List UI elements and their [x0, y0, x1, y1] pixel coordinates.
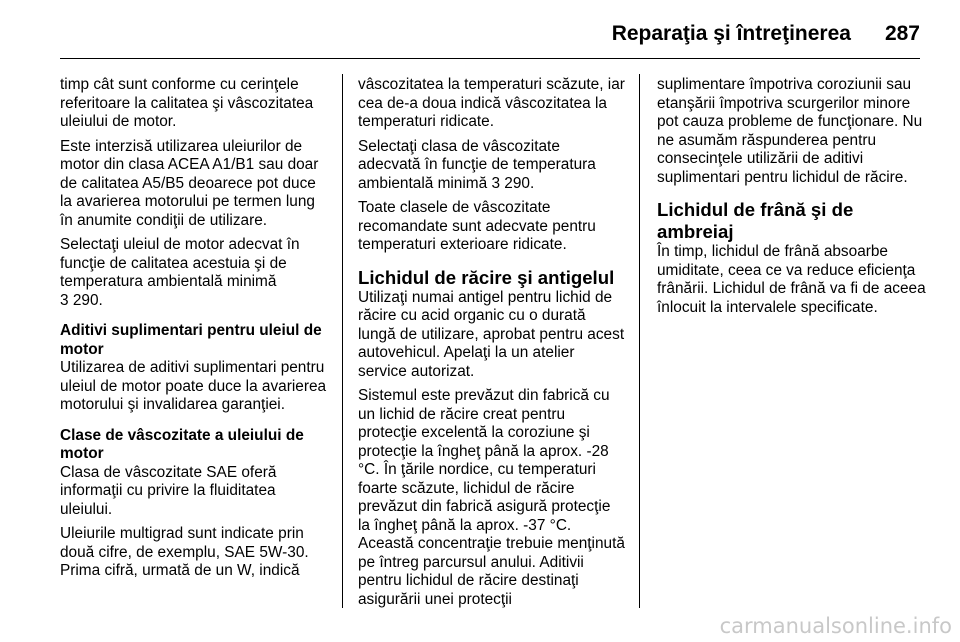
header-divider: [60, 58, 920, 59]
paragraph: Clasa de vâscozitate SAE oferă informaţii cu privire la fluiditatea uleiului.: [60, 463, 277, 518]
paragraph: Utilizarea de aditivi suplimentari pentru uleiul de motor poate duce la avarierea motorului şi invalidarea garanţiei.: [60, 359, 327, 413]
paragraph: Utilizaţi numai antigel pentru lichid de răcire cu acid organic cu o durată lungă de utilizare, aprobat pentru acest autovehicul. Apelaţi la un atelier service autorizat.: [358, 288, 625, 380]
column-2: [358, 76, 626, 615]
page-reference: 3 290.: [60, 291, 103, 309]
paragraph: vâscozitatea la temperaturi scăzute, iar cea de-a doua indică vâscozitatea la temperaturi ridicate.: [358, 76, 625, 130]
column-divider: [342, 74, 343, 608]
paragraph: timp cât sunt conforme cu cerinţele referitoare la calitatea şi vâscozitatea uleiului de motor.: [60, 76, 314, 130]
paragraph: Este interzisă utilizarea uleiurilor de motor din clasa ACEA A1/B1 sau doar de calitatea A5/B5 deoarece pot duce la avarierea motorului pe termen lung în anumite condiţii de utilizare.: [60, 137, 319, 229]
subheading-additives: Aditivi suplimentari pentru uleiul de motor: [60, 322, 322, 358]
paragraph-text: Selectaţi uleiul de motor adecvat în funcţie de calitatea acestuia şi de temperatura ambientală minimă: [60, 236, 300, 290]
heading-coolant: Lichidul de răcire şi antigelul: [358, 266, 615, 288]
subheading-viscosity: Clase de vâscozitate a uleiului de motor: [60, 426, 304, 462]
paragraph: Selectaţi clasa de vâscozitate adecvată în funcţie de temperatura ambientală minimă 3 290.: [358, 137, 596, 192]
paragraph: Uleiurile multigrad sunt indicate prin două cifre, de exemplu, SAE 5W-30. Prima cifră, urmată de un W, indică: [60, 525, 309, 579]
column-divider: [639, 74, 640, 608]
paragraph: Sistemul este prevăzut din fabrică cu un lichid de răcire creat pentru protecţie excelentă la coroziune şi protecţie la îngheţ până la aprox. -28 °C. În ţările nordice, cu temperaturi foarte scăzute, lichidul de răcire prevăzut din fabrică asigură protecţie la îngheţ până la aprox. -37 °C. Această concentraţie trebuie menţinută pe întreg parcursul anului. Aditivii pentru lichidul de răcire destinaţi asigurării unei protecţii: [358, 387, 625, 608]
paragraph: Toate clasele de vâscozitate recomandate sunt adecvate pentru temperaturi exterioare ridicate.: [358, 199, 596, 253]
column-3: [657, 76, 927, 323]
watermark: carmanualsonline.info: [719, 614, 952, 638]
paragraph: În timp, lichidul de frână absoarbe umiditate, ceea ce va reduce eficienţa frânării. Lichidul de frână va fi de aceea înlocuit la intervalele specificate.: [657, 243, 926, 316]
page-number: 287: [884, 22, 920, 45]
column-1: [60, 76, 332, 587]
heading-brake-fluid: Lichidul de frână şi de ambreiaj: [657, 199, 854, 242]
paragraph: suplimentare împotriva coroziunii sau etanşării împotriva scurgerilor minore pot cauza probleme de funcţionare. Nu ne asumăm răspunderea pentru consecinţele utilizării de aditivi suplimentari pentru lichidul de răcire.: [657, 76, 923, 186]
page-header: [60, 14, 920, 54]
paragraph: [60, 236, 332, 310]
section-title: Reparaţia şi întreţinerea: [611, 22, 851, 45]
